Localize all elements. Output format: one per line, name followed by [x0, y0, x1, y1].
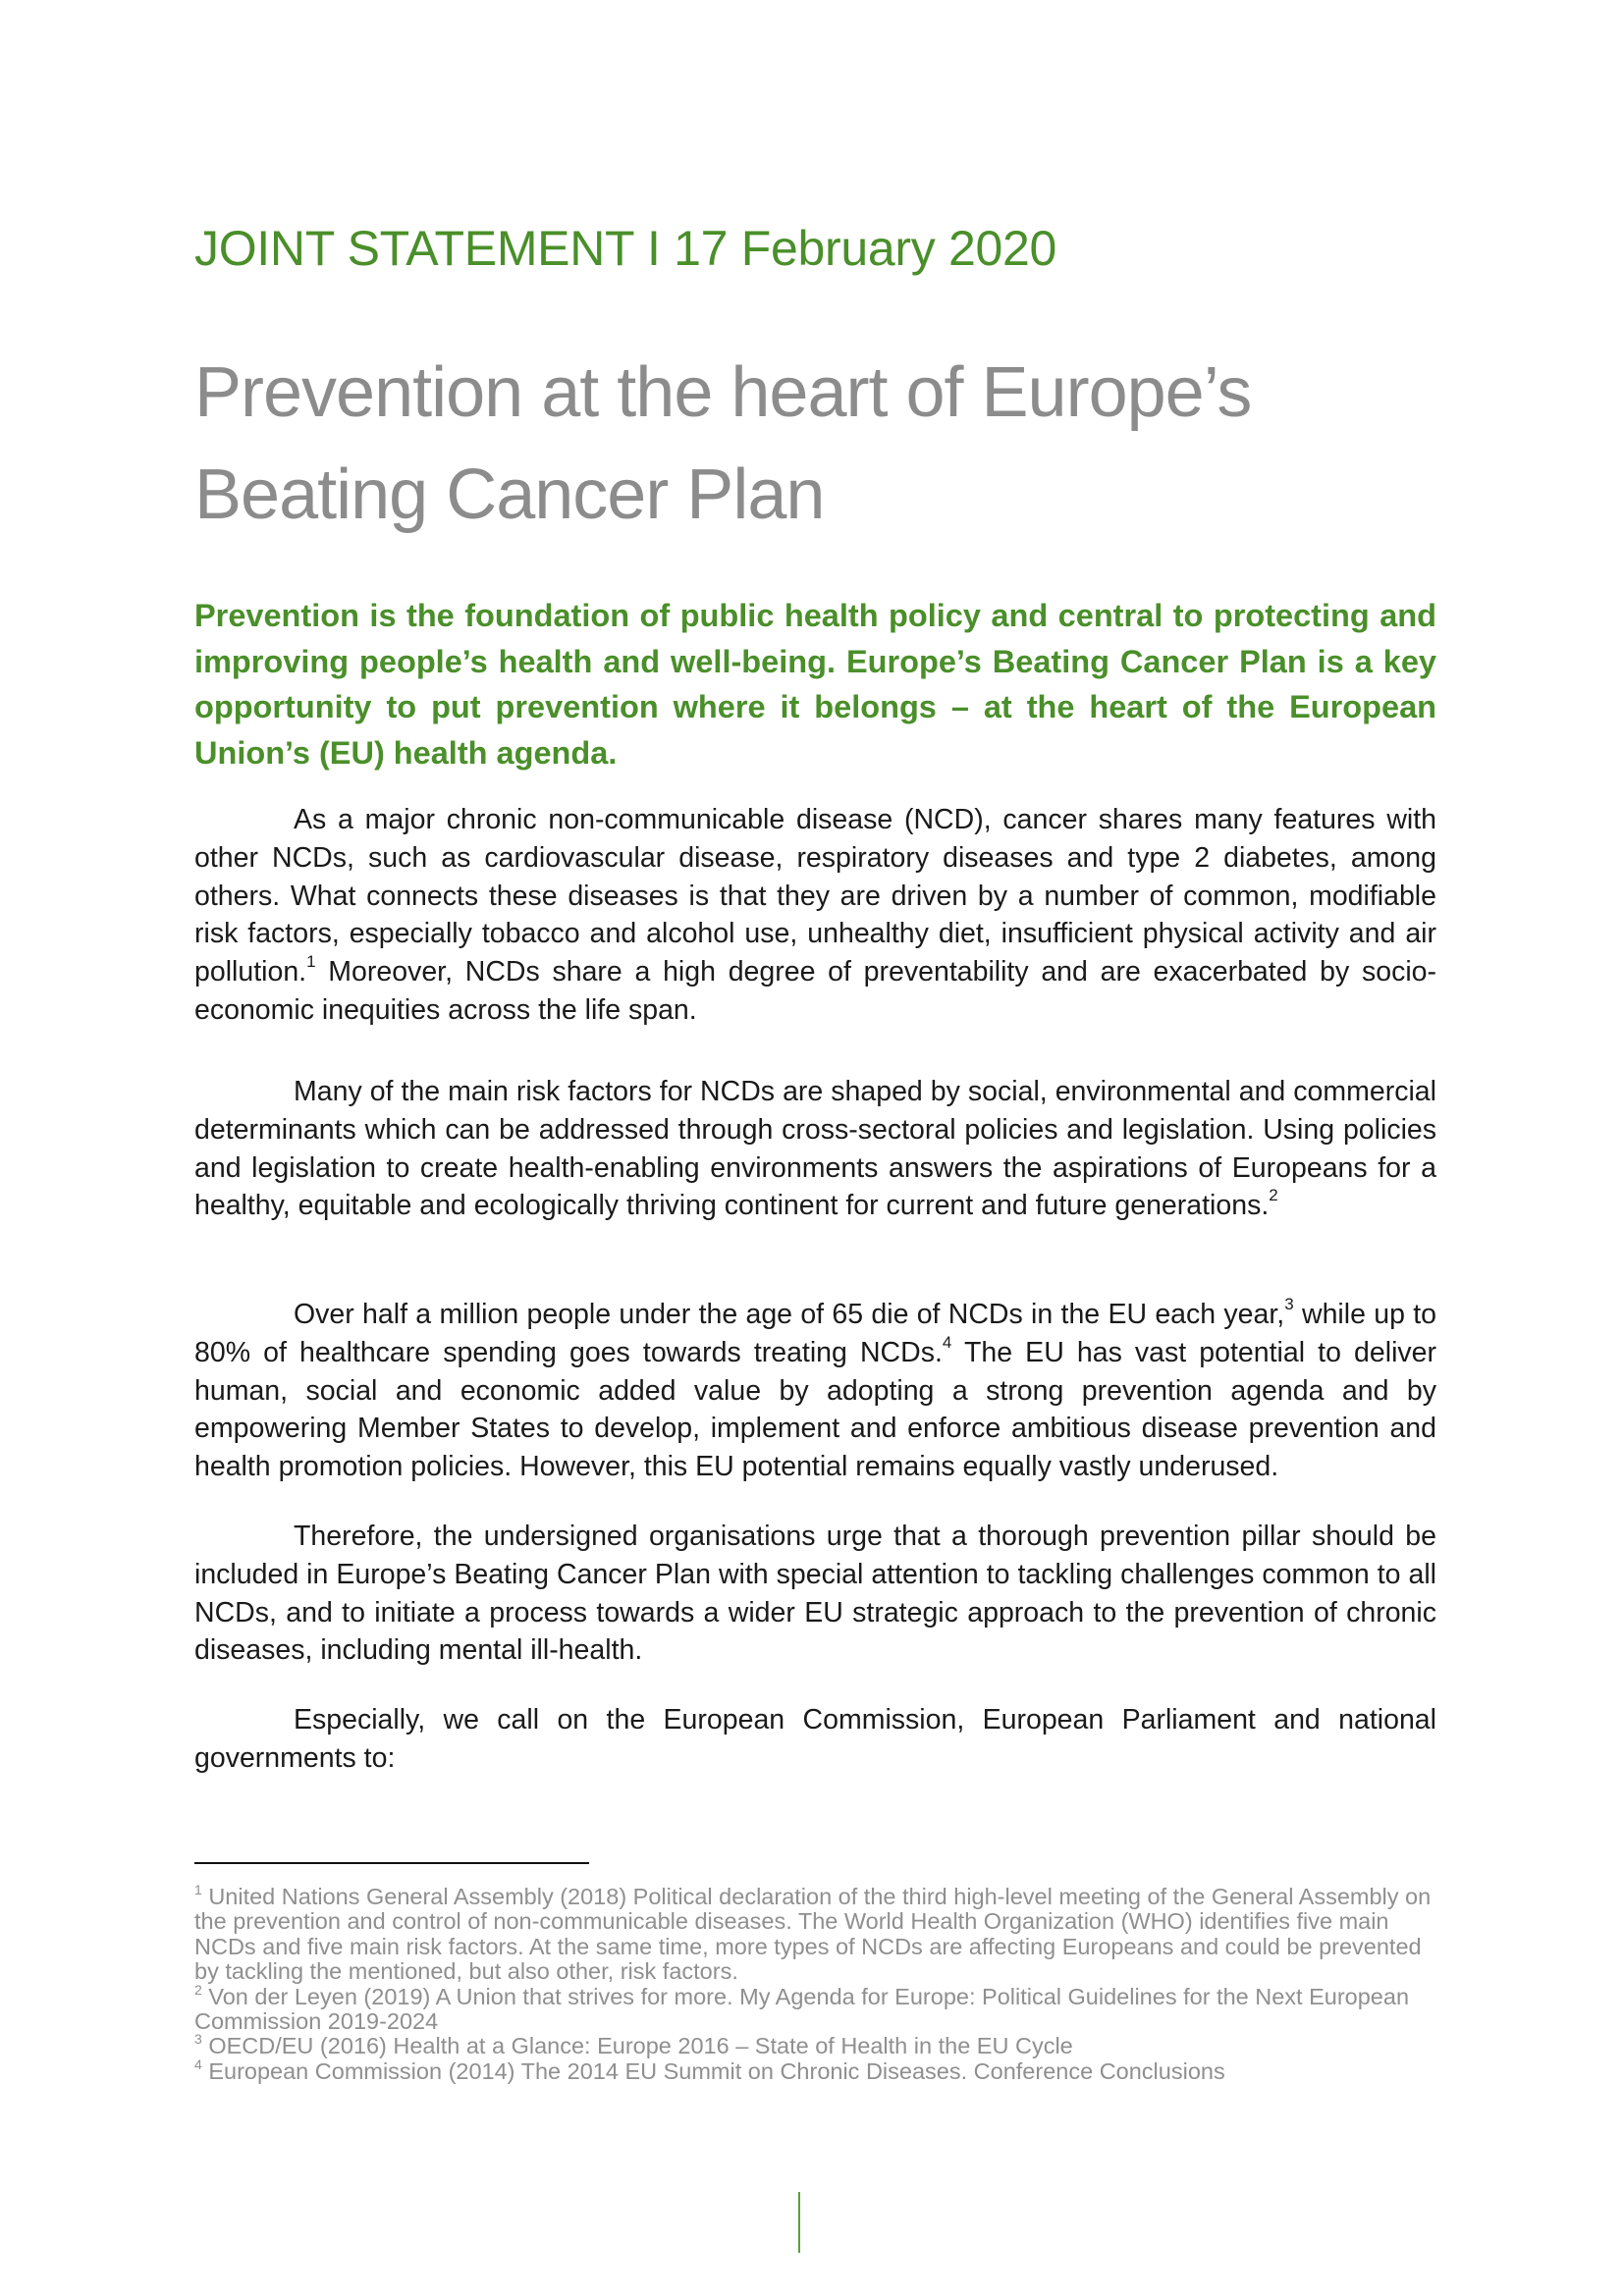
body-paragraph-2: [194, 1073, 1436, 1225]
page-footer-divider: [798, 2192, 800, 2253]
page-title: [194, 342, 1251, 546]
footnotes: [194, 1882, 1436, 2084]
footnote-ref-1[interactable]: 1: [306, 952, 316, 972]
footnote-ref-4[interactable]: 4: [942, 1332, 952, 1352]
body-paragraph-1: [194, 801, 1436, 1030]
footnote-text: OECD/EU (2016) Health at a Glance: Europe 2016 – State of Health in the EU Cycle: [201, 2033, 1073, 2059]
footnote-ref-3[interactable]: 3: [1284, 1295, 1294, 1313]
paragraph-text: Therefore, the undersigned organisations urge that a thorough prevention pillar should be included in Europe’s Beating Cancer Plan with special attention to tackling challenges common to all NCDs, and to initiate a process towards a wider EU strategic approach to the prevention of chronic diseases, including mental ill-health.: [194, 1521, 1436, 1667]
footnote-2: [194, 1981, 1436, 2035]
footnote-4: [194, 2056, 1436, 2084]
footnote-divider: [194, 1862, 589, 1864]
paragraph-text: Moreover, NCDs share a high degree of preventability and are exacerbated by socio-economic inequities across the life span.: [194, 956, 1436, 1026]
footnote-3: [194, 2031, 1436, 2059]
footnote-1: [194, 1882, 1436, 1985]
paragraph-text: The EU has vast potential to deliver human, social and economic added value by adopting a strong prevention agenda and by empowering Member States to develop, implement and enforce ambitious disease prevention and health promotion policies. However, this EU potential remains equally vastly underused.: [194, 1336, 1436, 1483]
body-paragraph-3: [194, 1296, 1436, 1486]
footnote-number: 3: [194, 2031, 202, 2048]
footnote-text: United Nations General Assembly (2018) Political declaration of the third high-level meeting of the General Assembly on the prevention and control of non-communicable diseases. The World Health Organization (WHO) identifies five main NCDs and five main risk factors. At the same time, more types of NCDs are affecting Europeans and could be prevented by tackling the mentioned, but also other, risk factors.: [194, 1884, 1432, 1985]
footnote-number: 4: [194, 2056, 202, 2072]
footnote-number: 2: [194, 1981, 202, 1998]
paragraph-text: Many of the main risk factors for NCDs are shaped by social, environmental and commercial determinants which can be addressed through cross-sectoral policies and legislation. Using policies and legislation to create health-enabling environments answers the aspirations of Europeans for a healthy, equitable and ecologically thriving continent for current and future generations.: [194, 1076, 1436, 1222]
footnote-number: 1: [194, 1882, 202, 1897]
body-paragraph-4: [194, 1518, 1436, 1670]
title-line-2: Beating Cancer Plan: [194, 455, 825, 534]
paragraph-text: while up to 80% of healthcare spending goes towards treating NCDs.: [194, 1299, 1436, 1368]
paragraph-text: As a major chronic non-communicable disease (NCD), cancer shares many features with other NCDs, such as cardiovascular disease, respiratory diseases and type 2 diabetes, among others. What connects these diseases is that they are driven by a number of common, modifiable risk factors, especially tobacco and alcohol use, unhealthy diet, insufficient physical activity and air pollution.: [194, 804, 1436, 988]
lead-paragraph: Prevention is the foundation of public health policy and central to protecting and improving people’s health and well-being. Europe’s Beating Cancer Plan is a key opportunity to put prevention where it belongs – at the heart of the European Union’s (EU) health agenda.: [194, 598, 1436, 771]
title-line-1: Prevention at the heart of Europe’s: [194, 353, 1252, 432]
footnote-ref-2[interactable]: 2: [1269, 1186, 1278, 1205]
paragraph-text: Especially, we call on the European Commission, European Parliament and national governments to:: [194, 1704, 1436, 1774]
paragraph-text: Over half a million people under the age of 65 die of NCDs in the EU each year,: [294, 1299, 1285, 1330]
statement-kicker: JOINT STATEMENT I 17 February 2020: [194, 221, 1057, 276]
body-paragraph-5: [194, 1701, 1436, 1778]
footnote-text: European Commission (2014) The 2014 EU Summit on Chronic Diseases. Conference Conclusions: [201, 2057, 1225, 2084]
footnote-text: Von der Leyen (2019) A Union that strives for more. My Agenda for Europe: Political Guidelines for the Next European Commission 2019-2024: [194, 1983, 1410, 2035]
